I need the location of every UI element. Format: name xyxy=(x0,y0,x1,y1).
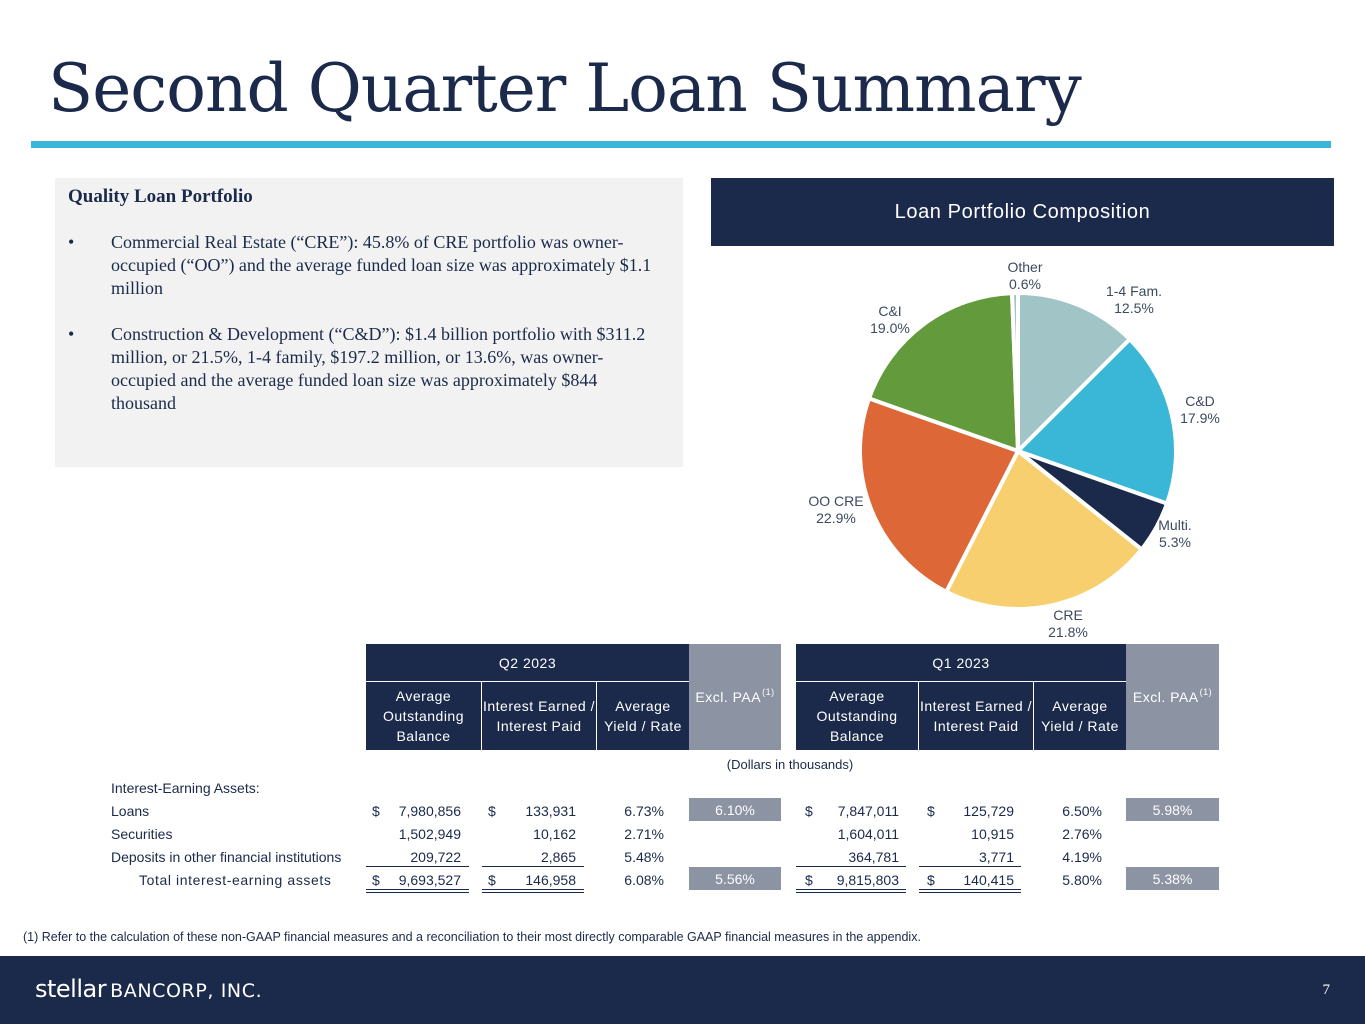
page-number: 7 xyxy=(1322,982,1330,998)
q1-excl-paa: 5.38% xyxy=(1126,867,1219,890)
dollar-sign: $ xyxy=(805,803,813,819)
q2-col-yield: Average Yield / Rate xyxy=(597,681,689,750)
q1-yield: 6.50% xyxy=(1062,803,1102,819)
q2-col-excl-paa xyxy=(689,644,781,750)
q2-interest: 2,865 xyxy=(540,849,576,865)
q1-excl-paa: 5.98% xyxy=(1126,798,1219,821)
bullet-mark: • xyxy=(68,324,75,344)
bullet-text: Construction & Development (“C&D”): $1.4 billion portfolio with $311.2 million, or 21.5%, 1-4 family, $197.2 million, or 13.6%, was owner-occupied and the average funded loan size was approximately $844 thousand xyxy=(111,324,646,413)
q1-col-balance: Average Outstanding Balance xyxy=(796,681,918,750)
loan-composition-pie-chart xyxy=(760,250,1280,645)
total-rule xyxy=(482,892,584,893)
bullet-mark: • xyxy=(68,232,75,252)
q1-interest: 140,415 xyxy=(963,872,1014,888)
bullet-text: Commercial Real Estate (“CRE”): 45.8% of CRE portfolio was owner-occupied (“OO”) and the average funded loan size was approximately $1.1 million xyxy=(111,232,652,298)
q2-yield: 5.48% xyxy=(624,849,664,865)
units-note: (Dollars in thousands) xyxy=(726,757,854,772)
logo-secondary: BANCORP, INC. xyxy=(110,980,263,1002)
q1-col-excl-paa xyxy=(1126,644,1219,750)
total-rule xyxy=(796,892,906,893)
q2-interest: 146,958 xyxy=(525,872,576,888)
row-label: Deposits in other financial institutions xyxy=(111,849,342,865)
q2-excl-paa: 5.56% xyxy=(689,867,781,890)
pie-label: Other 0.6% xyxy=(1007,259,1043,292)
total-rule xyxy=(919,889,1021,890)
q1-balance: 7,847,011 xyxy=(837,803,899,819)
total-rule xyxy=(366,892,469,893)
subtotal-rule xyxy=(919,866,1021,867)
q2-balance: 1,502,949 xyxy=(398,826,461,842)
subtotal-rule xyxy=(796,866,906,867)
q1-interest: 125,729 xyxy=(963,803,1014,819)
q1-balance: 1,604,011 xyxy=(837,826,899,842)
q2-balance: 9,693,527 xyxy=(398,872,461,888)
q2-header: Q2 2023 xyxy=(366,644,689,681)
q2-col-interest: Interest Earned / Interest Paid xyxy=(482,681,596,750)
q1-interest: 10,915 xyxy=(971,826,1014,842)
row-label: Loans xyxy=(111,803,150,819)
pie-label: C&D 17.9% xyxy=(1180,393,1220,426)
subtotal-rule xyxy=(366,866,469,867)
total-rule xyxy=(919,892,1021,893)
dollar-sign: $ xyxy=(927,872,935,888)
dollar-sign: $ xyxy=(372,872,380,888)
pie-label: C&I 19.0% xyxy=(870,303,910,336)
q1-interest: 3,771 xyxy=(978,849,1014,865)
title-rule xyxy=(31,141,1331,148)
q2-excl-paa: 6.10% xyxy=(689,798,781,821)
q1-col-yield: Average Yield / Rate xyxy=(1034,681,1126,750)
q1-yield: 4.19% xyxy=(1062,849,1102,865)
q1-balance: 9,815,803 xyxy=(836,872,899,888)
section-label: Interest-Earning Assets: xyxy=(111,780,260,796)
quality-panel-title: Quality Loan Portfolio xyxy=(68,186,253,207)
dollar-sign: $ xyxy=(488,872,496,888)
q2-yield: 6.08% xyxy=(624,872,664,888)
bullet-cre xyxy=(68,231,670,300)
q2-col-balance: Average Outstanding Balance xyxy=(366,681,481,750)
q2-yield: 2.71% xyxy=(624,826,664,842)
q2-yield: 6.73% xyxy=(624,803,664,819)
q1-yield: 5.80% xyxy=(1062,872,1102,888)
dollar-sign: $ xyxy=(927,803,935,819)
footnote-marker: (1) xyxy=(1199,687,1213,697)
pie-label: OO CRE 22.9% xyxy=(808,493,864,526)
q1-balance: 364,781 xyxy=(848,849,899,865)
quality-loan-portfolio-panel xyxy=(55,178,683,467)
q2-balance: 7,980,856 xyxy=(398,803,461,819)
excl-paa-label: Excl. PAA xyxy=(1132,689,1199,705)
subtotal-rule xyxy=(482,866,584,867)
pie-label: Multi. 5.3% xyxy=(1158,517,1192,550)
row-label: Securities xyxy=(111,826,173,842)
total-rule xyxy=(366,889,469,890)
q1-col-interest: Interest Earned / Interest Paid xyxy=(919,681,1033,750)
page-title: Second Quarter Loan Summary xyxy=(48,50,1081,127)
footnote-marker: (1) xyxy=(762,687,775,697)
composition-header: Loan Portfolio Composition xyxy=(711,178,1334,246)
dollar-sign: $ xyxy=(805,872,813,888)
row-label: Total interest-earning assets xyxy=(139,872,332,888)
footnote: (1) Refer to the calculation of these non-GAAP financial measures and a reconciliation to their most directly comparable GAAP financial measures in the appendix. xyxy=(23,930,921,944)
dollar-sign: $ xyxy=(488,803,496,819)
total-rule xyxy=(796,889,906,890)
pie-label: CRE 21.8% xyxy=(1048,607,1088,640)
excl-paa-label: Excl. PAA xyxy=(695,689,762,705)
q1-header: Q1 2023 xyxy=(796,644,1126,681)
q2-interest: 133,931 xyxy=(525,803,576,819)
q1-yield: 2.76% xyxy=(1062,826,1102,842)
bullet-cd xyxy=(68,323,670,415)
q2-balance: 209,722 xyxy=(410,849,461,865)
stellar-bancorp-logo xyxy=(35,975,262,1003)
total-rule xyxy=(482,889,584,890)
logo-primary: stellar xyxy=(35,975,107,1003)
dollar-sign: $ xyxy=(372,803,380,819)
q2-interest: 10,162 xyxy=(533,826,576,842)
pie-label: 1-4 Fam. 12.5% xyxy=(1105,283,1163,316)
